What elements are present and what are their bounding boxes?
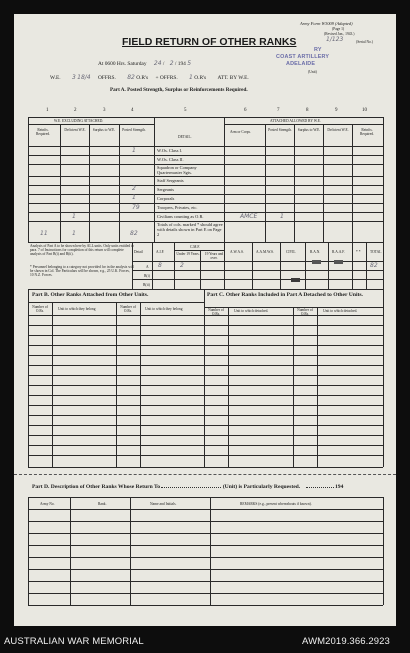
hdr-surplus-r: Surplus to W.E. — [297, 128, 321, 132]
part-d-col-name: Name and Initials. — [150, 502, 177, 506]
we-hand: 3 — [71, 74, 76, 81]
row-totals: Totals of cols. marked * should agree with details shown in Part E on Page 2 — [157, 222, 223, 237]
hdr-reinfts: Reinfts. Required. — [35, 128, 51, 136]
offrs2-label: + OFFRS. — [155, 75, 178, 81]
part-c-col-2: Unit to which detached. — [234, 309, 269, 313]
analysis-stars: * * — [356, 250, 361, 254]
row-wo2: W.Os. Class II. — [157, 157, 184, 162]
footer-accession: AWM2019.366.2923 — [302, 636, 390, 647]
hdr-reinfts-r: Reinfts. Required. — [359, 128, 375, 136]
analysis-row-bii: B(ii) — [143, 283, 150, 287]
year-hand: 5 — [187, 60, 192, 67]
row-corporals: Corporals — [157, 196, 175, 201]
part-d-title-prefix: Part D. Description of Other Ranks Whose Return To — [32, 484, 160, 490]
col-number-3: 3 — [103, 108, 106, 113]
part-b-col-2: Unit to which they belong — [58, 307, 96, 311]
hand-total: 82 — [370, 262, 378, 269]
hand-posted-4: 2 — [132, 185, 136, 192]
hand-posted-1: 1 — [132, 147, 136, 154]
col-number-8: 8 — [306, 108, 309, 113]
part-d-col-remarks: REMARKS (e.g., present whereabouts if known). — [240, 502, 312, 506]
day-hand: 24 — [153, 60, 162, 67]
part-b-col-3: Number of O.Rs. — [120, 305, 136, 313]
analysis-note: Analysis of Part A to be shown here by ALL units. Only units entitled to para. 7 of Instructions for completion of this return will complete analysis of Part B(i) and B(ii). — [30, 244, 134, 256]
ors-hand: 82 — [127, 74, 135, 81]
analysis-cmf: C.M.F. — [190, 245, 200, 249]
part-d-title-suffix: (Unit) is Particularly Requested. — [222, 484, 301, 490]
unit-stamp-line2: ADELAIDE — [286, 61, 316, 67]
row-staff-sgts: Staff Sergeants — [157, 178, 184, 183]
hdr-posted: Posted Strength. — [122, 128, 146, 132]
row-civilians: Civilians counting as O.R. — [157, 214, 204, 219]
col-number-6: 6 — [244, 108, 247, 113]
hdr-deficient-r: Deficient W.E. — [327, 128, 349, 132]
analysis-civil: CIVIL — [286, 250, 296, 254]
serial-handwritten: 1/123 — [326, 36, 344, 43]
year-printed: 194 — [177, 61, 186, 67]
col-number-4: 4 — [131, 108, 134, 113]
row-cqms: Squadron or Company Quartermaster Sgts. — [157, 165, 197, 175]
hdr-arm: Arm or Corps. — [230, 130, 251, 134]
page-number: (Page 1) — [332, 27, 345, 31]
col-number-2: 2 — [74, 108, 77, 113]
footer-credit: AUSTRALIAN WAR MEMORIAL — [4, 636, 144, 647]
time-prefix: At 0600 Hrs. Saturday — [98, 61, 147, 67]
analysis-under: Under 19 Years. — [176, 252, 200, 256]
analysis-row-a: A — [146, 265, 149, 269]
part-b-title: Part B. Other Ranks Attached from Other Units. — [32, 292, 149, 298]
ors-label: O.R's — [136, 75, 149, 81]
hand-deficient-6: 1 — [72, 213, 76, 220]
analysis-awas: A.W.A.S. — [230, 250, 244, 254]
hand-total-posted: 82 — [130, 230, 138, 237]
redaction-mark-2 — [312, 260, 321, 264]
unit-label: (Unit) — [308, 70, 317, 74]
analysis-aif: A.I.F. — [156, 250, 165, 254]
row-privates: Troopers, Privates, etc. — [157, 205, 198, 210]
hand-arm-6: AMCE — [240, 213, 258, 220]
part-b-col-1: Number of O.Rs. — [32, 305, 48, 313]
part-d-col-rank: Rank. — [98, 502, 107, 506]
we-label: W.E. — [50, 75, 61, 81]
analysis-total: TOTAL — [370, 250, 382, 254]
part-c-col-4: Unit to which detached. — [323, 309, 358, 313]
redaction-mark-3 — [334, 260, 343, 264]
strength-line — [50, 74, 249, 81]
col-number-5: 5 — [184, 108, 187, 113]
analysis-over: 19 Years and over. — [204, 252, 224, 260]
analysis-aamws: A.A.M.W.S. — [256, 250, 274, 254]
form-number: Army Form W3009 (Adapted) — [300, 21, 353, 26]
redaction-mark-1 — [291, 278, 300, 282]
analysis-raaf: R.A.A.F. — [332, 250, 345, 254]
col-number-7: 7 — [277, 108, 280, 113]
row-sergeants: Sergeants — [157, 187, 174, 192]
hand-posted-5: 1 — [132, 194, 136, 201]
part-d-title — [32, 484, 343, 490]
analysis-note2: * Personnel belonging to a category not provided for in the analysis will be shown in Col. The Particulars will be shown, e.g., 25 U.K. Forces, 10 N.Z. Forces. — [30, 265, 134, 277]
hdr-deficient: Deficient W.E. — [64, 128, 86, 132]
form-sheet — [14, 14, 396, 626]
hand-deficient-total: 1 — [72, 230, 76, 237]
row-wo1: W.Os. Class I. — [157, 148, 183, 153]
page-title: FIELD RETURN OF OTHER RANKS — [122, 36, 297, 48]
part-c-col-3: Number of O.Rs. — [297, 307, 313, 316]
hdr-posted-r: Posted Strength. — [268, 128, 292, 132]
part-c-title: Part C. Other Ranks Included in Part A Detached to Other Units. — [207, 292, 363, 298]
analysis-ran: R.A.N. — [310, 250, 321, 254]
ors2-label: O.R's — [194, 75, 207, 81]
serial-label: (Serial No.) — [356, 40, 373, 44]
hand-reinf-total: 11 — [40, 230, 48, 237]
hand-a-cmf: 2 — [180, 262, 184, 269]
perforation-line — [14, 474, 396, 475]
stamp-fragment: RY — [314, 47, 322, 53]
revised-date: (Revised Jan., 1943.) — [324, 32, 355, 36]
col-number-10: 10 — [362, 108, 367, 113]
hdr-detail: DETAIL. — [178, 135, 192, 139]
part-c-col-1: Number of O.Rs. — [208, 307, 224, 316]
col-number-1: 1 — [46, 108, 49, 113]
hand-a-aif: 8 — [158, 262, 162, 269]
part-d-col-army-no: Army No. — [40, 502, 55, 506]
analysis-detail: Detail — [134, 250, 143, 254]
time-line: At 0600 Hrs. Saturday 24 / 2 / 194 5 — [98, 60, 192, 67]
we-hand2: 18/4 — [77, 74, 91, 81]
part-b-col-4: Unit to which they belong — [145, 307, 183, 311]
ors2-hand: 1 — [189, 74, 193, 81]
unit-stamp-line1: COAST ARTILLERY — [276, 54, 330, 60]
att-label: ATT. BY W.E. — [217, 75, 249, 81]
analysis-row-bi: B(i) — [144, 274, 150, 278]
hdr-surplus: Surplus to W.E. — [92, 128, 116, 132]
offrs-label: OFFRS. — [97, 75, 116, 81]
hand-posted-r6: 1 — [280, 213, 284, 220]
hand-posted-6: 79 — [132, 204, 140, 211]
part-d-date: 194 — [335, 484, 344, 490]
we-group-header: W.E. EXCLUDING ATTACHED. — [54, 118, 104, 123]
col-number-9: 9 — [335, 108, 338, 113]
month-hand: 2 — [169, 60, 174, 67]
att-group-header: ATTACHED ALLOWED BY W.E. — [270, 118, 321, 123]
part-a-title: Part A. Posted Strength, Surplus or Reinforcements Required. — [110, 87, 248, 93]
